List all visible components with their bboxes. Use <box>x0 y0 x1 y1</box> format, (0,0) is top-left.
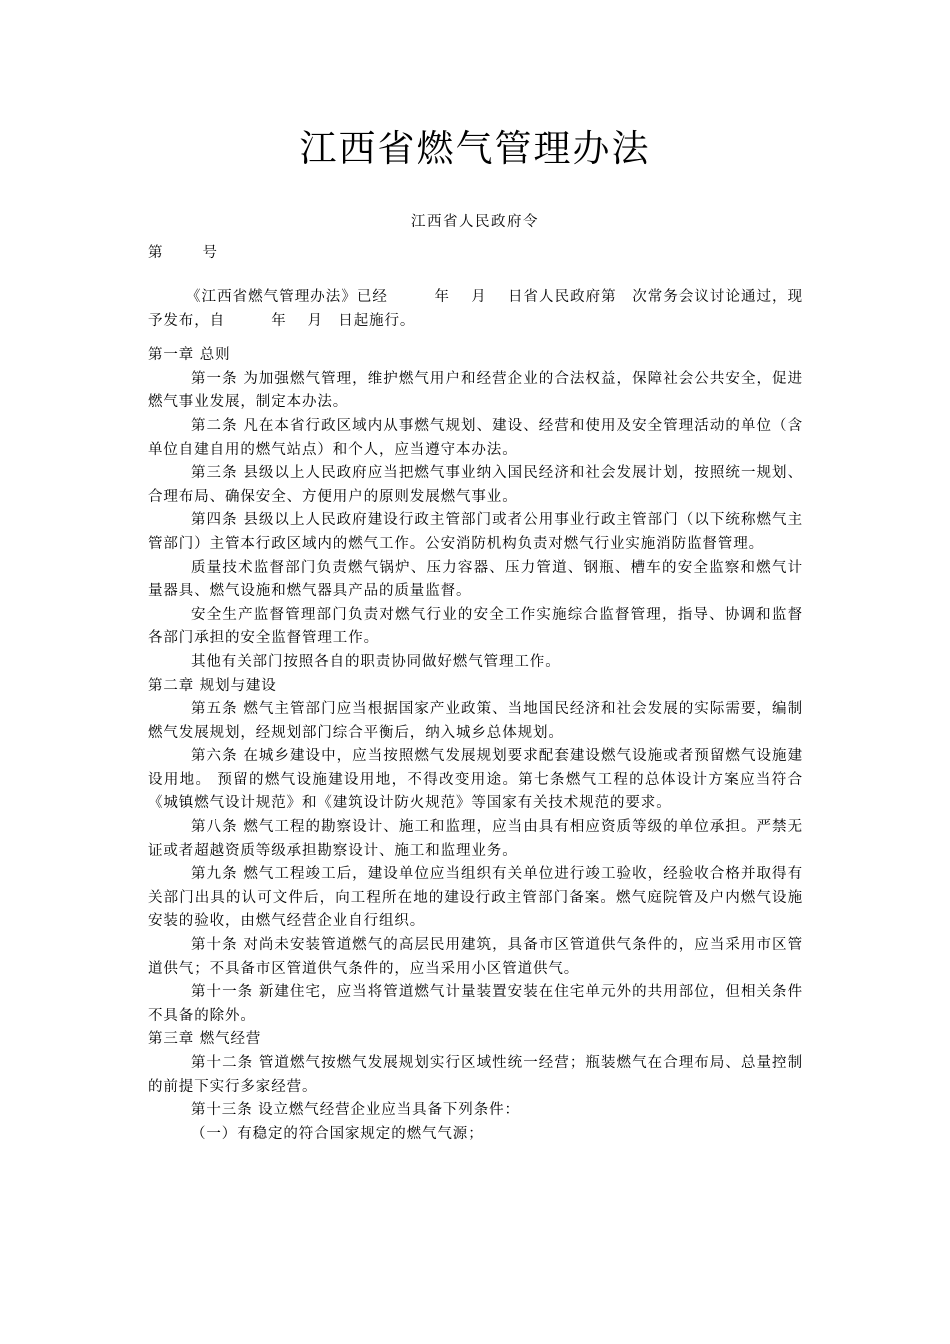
article-paragraph: 第十条 对尚未安装管道燃气的高层民用建筑，具备市区管道供气条件的，应当采用市区管道供气；不具备市区管道供气条件的，应当采用小区管道供气。 <box>148 937 803 977</box>
document-title: 江西省燃气管理办法 <box>299 127 651 170</box>
article-paragraph: 第九条 燃气工程竣工后，建设单位应当组织有关单位进行竣工验收，经验收合格并取得有关部门出具的认可文件后，向工程所在地的建设行政主管部门备案。燃气庭院管及户内燃气设施安装的验收，由燃气经营企业自行组织。 <box>148 866 803 930</box>
chapter-heading: 第二章 规划与建设 <box>148 677 277 694</box>
article-paragraph: 第十三条 设立燃气经营企业应当具备下列条件： <box>191 1102 520 1119</box>
article-paragraph: 质量技术监督部门负责燃气锅炉、压力容器、压力管道、钢瓶、槽车的安全监察和燃气计量器具、燃气设施和燃气器具产品的质量监督。 <box>148 559 803 600</box>
document-body <box>148 286 803 1146</box>
article-paragraph: 第一条 为加强燃气管理，维护燃气用户和经营企业的合法权益，保障社会公共安全，促进燃气事业发展，制定本办法。 <box>148 370 803 411</box>
article-paragraph: 第二条 凡在本省行政区域内从事燃气规划、建设、经营和使用及安全管理活动的单位（含单位自建自用的燃气站点）和个人，应当遵守本办法。 <box>148 417 803 458</box>
order-number-suffix: 号 <box>202 245 217 261</box>
list-item: （一）有稳定的符合国家规定的燃气气源； <box>191 1125 484 1142</box>
article-paragraph: 第六条 在城乡建设中，应当按照燃气发展规划要求配套建设燃气设施或者预留燃气设施建设用地。 预留的燃气设施建设用地，不得改变用途。第七条燃气工程的总体设计方案应当符合《城镇燃气设计规范》和《建筑设计防火规范》等国家有关技术规范的要求。 <box>148 748 803 812</box>
article-paragraph: 第五条 燃气主管部门应当根据国家产业政策、当地国民经济和社会发展的实际需要，编制燃气发展规划，经规划部门综合平衡后，纳入城乡总体规划。 <box>148 701 803 741</box>
order-number-line <box>148 241 217 262</box>
article-paragraph: 其他有关部门按照各自的职责协同做好燃气管理工作。 <box>191 653 561 670</box>
article-paragraph: 第十二条 管道燃气按燃气发展规划实行区域性统一经营；瓶装燃气在合理布局、总量控制的前提下实行多家经营。 <box>148 1055 803 1095</box>
article-paragraph: 第八条 燃气工程的勘察设计、施工和监理，应当由具有相应资质等级的单位承担。严禁无证或者超越资质等级承担勘察设计、施工和监理业务。 <box>148 819 803 859</box>
article-paragraph: 第三条 县级以上人民政府应当把燃气事业纳入国民经济和社会发展计划，按照统一规划、合理布局、确保安全、方便用户的原则发展燃气事业。 <box>148 465 803 505</box>
issuer-line: 江西省人民政府令 <box>411 214 539 230</box>
article-paragraph: 第十一条 新建住宅，应当将管道燃气计量装置安装在住宅单元外的共用部位，但相关条件不具备的除外。 <box>148 984 803 1024</box>
article-paragraph: 第四条 县级以上人民政府建设行政主管部门或者公用事业行政主管部门（以下统称燃气主管部门）主管本行政区域内的燃气工作。公安消防机构负责对燃气行业实施消防监督管理。 <box>148 512 803 552</box>
chapter-heading: 第三章 燃气经营 <box>148 1031 262 1048</box>
promulgation-paragraph: 《江西省燃气管理办法》已经 年 月 日省人民政府第 次常务会议讨论通过，现予发布，自 年 月 日起施行。 <box>148 289 803 329</box>
order-number-prefix: 第 <box>148 245 163 261</box>
chapter-heading: 第一章 总则 <box>148 347 231 364</box>
article-paragraph: 安全生产监督管理部门负责对燃气行业的安全工作实施综合监督管理，指导、协调和监督各部门承担的安全监督管理工作。 <box>148 606 803 647</box>
